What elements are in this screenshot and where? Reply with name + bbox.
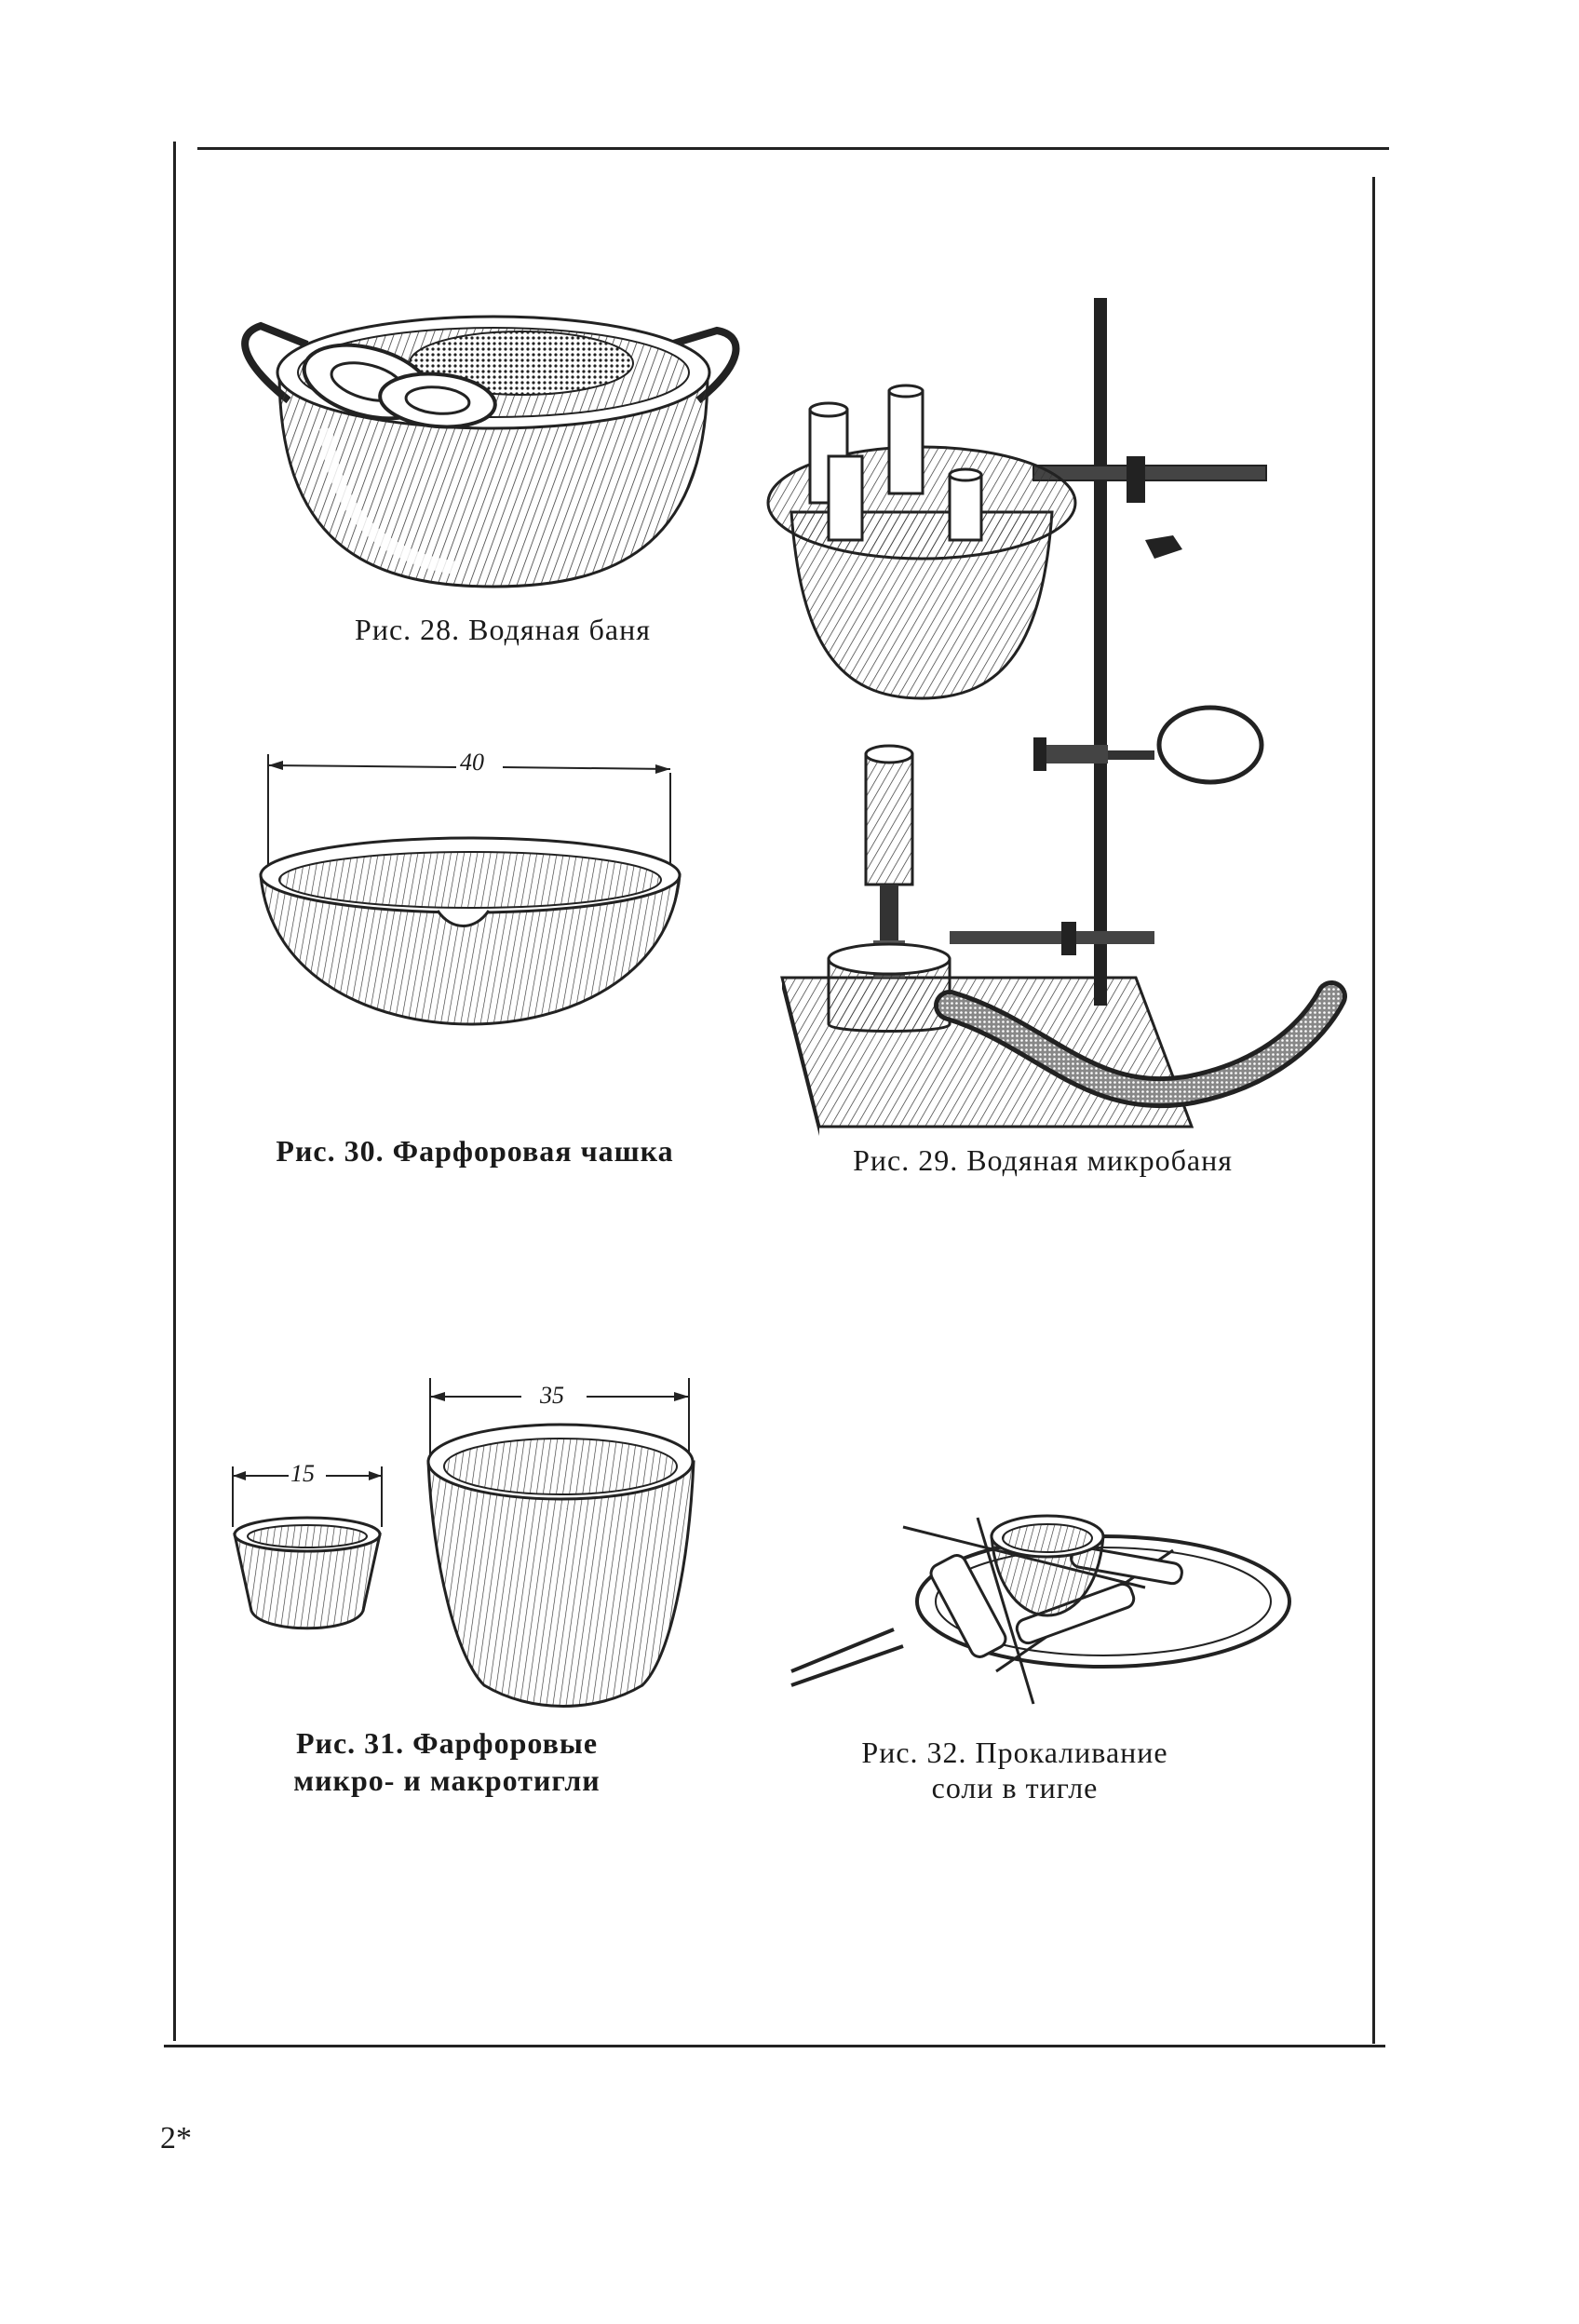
figure-water-microbath: [763, 289, 1359, 1127]
caption-fig32-line2: соли в тигле: [931, 1771, 1099, 1804]
dimension-label-15: 15: [290, 1460, 315, 1487]
caption-fig32-line1: Рис. 32. Прокаливание: [861, 1736, 1168, 1769]
figure-crucibles: [223, 1378, 708, 1723]
figure-crucible-heating: [791, 1499, 1275, 1713]
caption-fig28: Рис. 28. Водяная баня: [355, 613, 651, 646]
figure-water-bath: [223, 279, 763, 615]
caption-fig31-line2: микро- и макротигли: [293, 1763, 601, 1797]
porcelain-dish-illustration: [251, 745, 689, 1024]
caption-fig29: Рис. 29. Водяная микробаня: [853, 1143, 1233, 1177]
crucible-heating-illustration: [791, 1499, 1275, 1713]
caption-fig31-line1: Рис. 31. Фарфоровые: [295, 1726, 599, 1760]
frame-left-rule: [173, 142, 176, 2041]
water-bath-illustration: [223, 279, 763, 615]
dimension-label-35: 35: [540, 1382, 564, 1409]
crucibles-illustration: [223, 1378, 708, 1723]
caption-fig30: Рис. 30. Фарфоровая чашка: [276, 1134, 674, 1168]
dimension-label-40: 40: [460, 749, 484, 776]
page-mark: 2*: [160, 2121, 192, 2155]
frame-top-rule: [197, 147, 1389, 150]
frame-bottom-rule: [164, 2045, 1385, 2047]
figure-porcelain-dish: [251, 745, 689, 1024]
frame-right-rule: [1372, 177, 1375, 2044]
water-microbath-illustration: [763, 289, 1359, 1127]
